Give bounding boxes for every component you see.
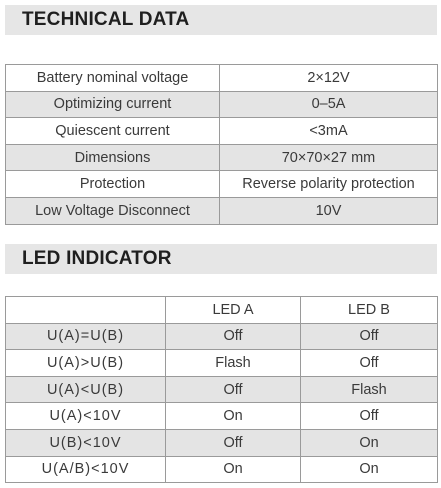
condition-cell: U(A/B)<10V bbox=[6, 456, 166, 483]
spec-value: Reverse polarity protection bbox=[220, 171, 438, 198]
condition-cell: U(A)>U(B) bbox=[6, 350, 166, 377]
led-b-state: Off bbox=[301, 403, 438, 430]
led-b-state: On bbox=[301, 429, 438, 456]
led-b-state: Flash bbox=[301, 376, 438, 403]
led-a-state: Off bbox=[166, 323, 301, 350]
led-a-state: Flash bbox=[166, 350, 301, 377]
condition-cell: U(A)<10V bbox=[6, 403, 166, 430]
spec-value: 2×12V bbox=[220, 65, 438, 92]
table-row bbox=[6, 91, 438, 118]
table-row bbox=[6, 323, 438, 350]
spec-value: 70×70×27 mm bbox=[220, 144, 438, 171]
led-indicator-heading: LED INDICATOR bbox=[5, 244, 437, 274]
table-row bbox=[6, 65, 438, 92]
table-row bbox=[6, 403, 438, 430]
led-b-state: Off bbox=[301, 323, 438, 350]
column-header-empty bbox=[6, 297, 166, 324]
led-a-state: Off bbox=[166, 429, 301, 456]
technical-data-table bbox=[5, 64, 438, 225]
led-a-state: On bbox=[166, 403, 301, 430]
table-row bbox=[6, 429, 438, 456]
spec-label: Optimizing current bbox=[6, 91, 220, 118]
technical-data-heading: TECHNICAL DATA bbox=[5, 5, 437, 35]
led-b-state: Off bbox=[301, 350, 438, 377]
spec-value: <3mA bbox=[220, 118, 438, 145]
table-row bbox=[6, 144, 438, 171]
spec-label: Protection bbox=[6, 171, 220, 198]
table-row bbox=[6, 350, 438, 377]
table-row bbox=[6, 118, 438, 145]
table-row bbox=[6, 376, 438, 403]
table-header-row bbox=[6, 297, 438, 324]
spec-label: Dimensions bbox=[6, 144, 220, 171]
led-b-state: On bbox=[301, 456, 438, 483]
condition-cell: U(A)<U(B) bbox=[6, 376, 166, 403]
condition-cell: U(B)<10V bbox=[6, 429, 166, 456]
spec-label: Low Voltage Disconnect bbox=[6, 197, 220, 224]
spec-label: Battery nominal voltage bbox=[6, 65, 220, 92]
led-a-state: Off bbox=[166, 376, 301, 403]
table-row bbox=[6, 456, 438, 483]
spec-value: 0–5A bbox=[220, 91, 438, 118]
table-row bbox=[6, 171, 438, 198]
led-indicator-table bbox=[5, 296, 438, 483]
led-a-state: On bbox=[166, 456, 301, 483]
column-header-led-a: LED A bbox=[166, 297, 301, 324]
table-row bbox=[6, 197, 438, 224]
spec-label: Quiescent current bbox=[6, 118, 220, 145]
column-header-led-b: LED B bbox=[301, 297, 438, 324]
condition-cell: U(A)=U(B) bbox=[6, 323, 166, 350]
spec-value: 10V bbox=[220, 197, 438, 224]
